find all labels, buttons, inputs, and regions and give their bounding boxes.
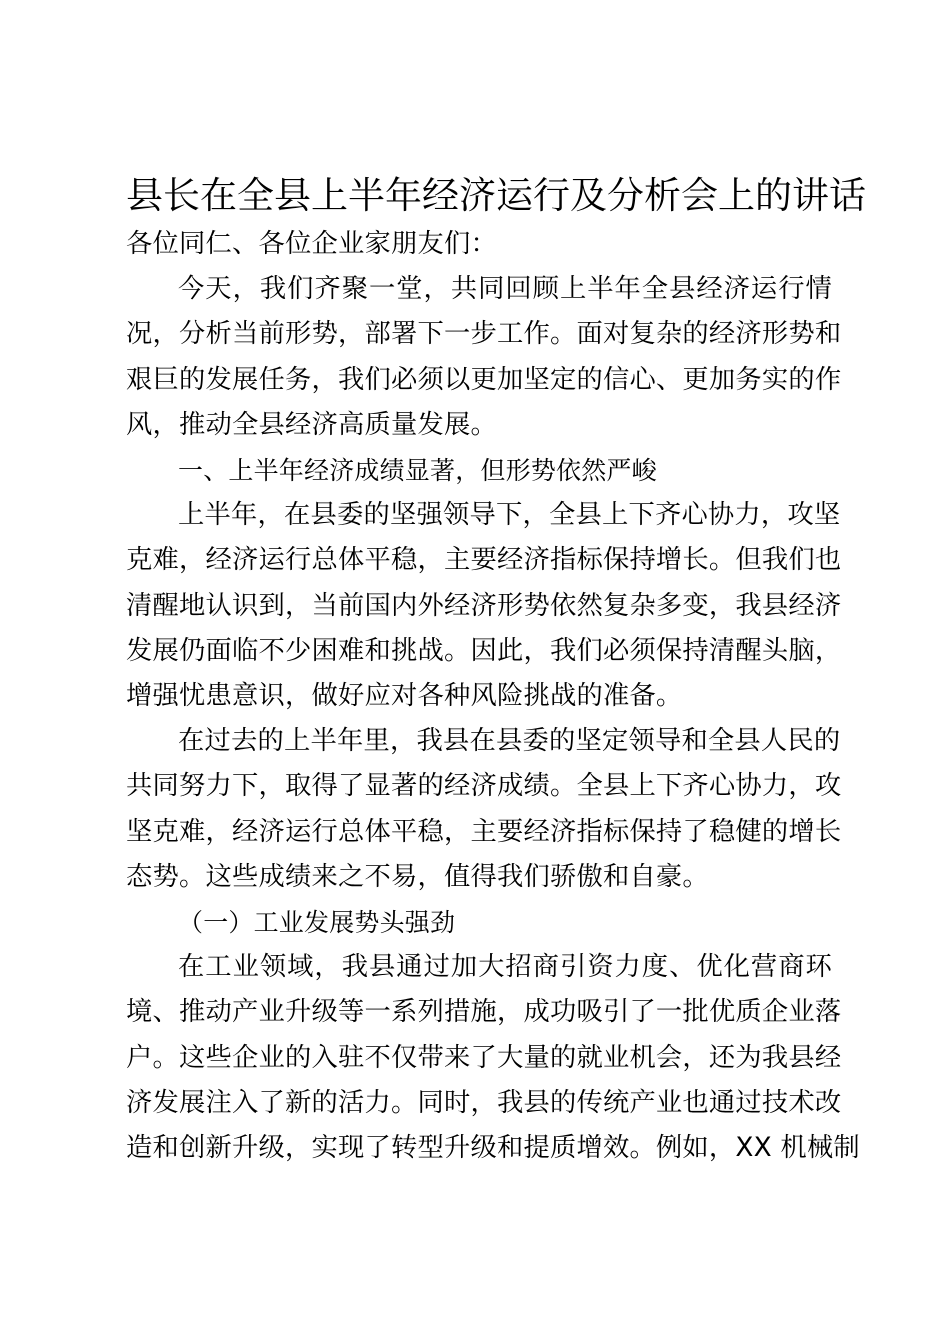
document-body [126,222,860,1171]
heading-text: （一）工业发展势头强劲 [178,908,456,938]
text-line: 今天，我们齐聚一堂，共同回顾上半年全县经济运行情 [178,274,832,305]
text-line: 艰巨的发展任务，我们必须以更加坚定的信心、更加务实的作 [126,364,842,395]
text-line: 克难，经济运行总体平稳，主要经济指标保持增长。但我们也 [126,545,842,576]
text-line: 上半年，在县委的坚强领导下，全县上下齐心协力，攻坚 [178,500,841,531]
text-line: 济发展注入了新的活力。同时，我县的传统产业也通过技术改 [126,1087,842,1118]
document-title: 县长在全县上半年经济运行及分析会上的讲话 [126,174,866,217]
paragraph [126,945,860,1171]
text-line: 风，推动全县经济高质量发展。 [126,409,497,440]
heading-text: 一、上半年经济成绩显著，但形势依然严峻 [178,456,657,486]
text-line: 在工业领域，我县通过加大招商引资力度、优化营商环 [178,952,832,983]
text-line: 态势。这些成绩来之不易，值得我们骄傲和自豪。 [126,861,709,892]
text-line: 在过去的上半年里，我县在县委的坚定领导和全县人民的 [178,726,841,757]
text-line: 共同努力下，取得了显著的经济成绩。全县上下齐心协力，攻 [126,771,842,802]
text-line: 造和创新升级，实现了转型升级和提质增效。例如，XX 机械制 [126,1133,860,1164]
paragraph [126,719,842,900]
salutation: 各位同仁、各位企业家朋友们： [126,229,497,259]
text-line: 增强忧患意识，做好应对各种风险挑战的准备。 [126,681,683,712]
paragraph [126,493,842,719]
subsection-heading [126,900,832,945]
text-line: 清醒地认识到，当前国内外经济形势依然复杂多变，我县经济 [126,590,842,621]
text-line: 况，分析当前形势，部署下一步工作。面对复杂的经济形势和 [126,319,842,350]
text-line: 坚克难，经济运行总体平稳，主要经济指标保持了稳健的增长 [126,816,842,847]
text-line: 户。这些企业的入驻不仅带来了大量的就业机会，还为我县经 [126,1042,842,1073]
section-heading [126,448,832,493]
text-line: 境、推动产业升级等一系列措施，成功吸引了一批优质企业落 [126,997,842,1028]
paragraph [126,267,842,448]
text-line: 发展仍面临不少困难和挑战。因此，我们必须保持清醒头脑， [126,635,842,666]
